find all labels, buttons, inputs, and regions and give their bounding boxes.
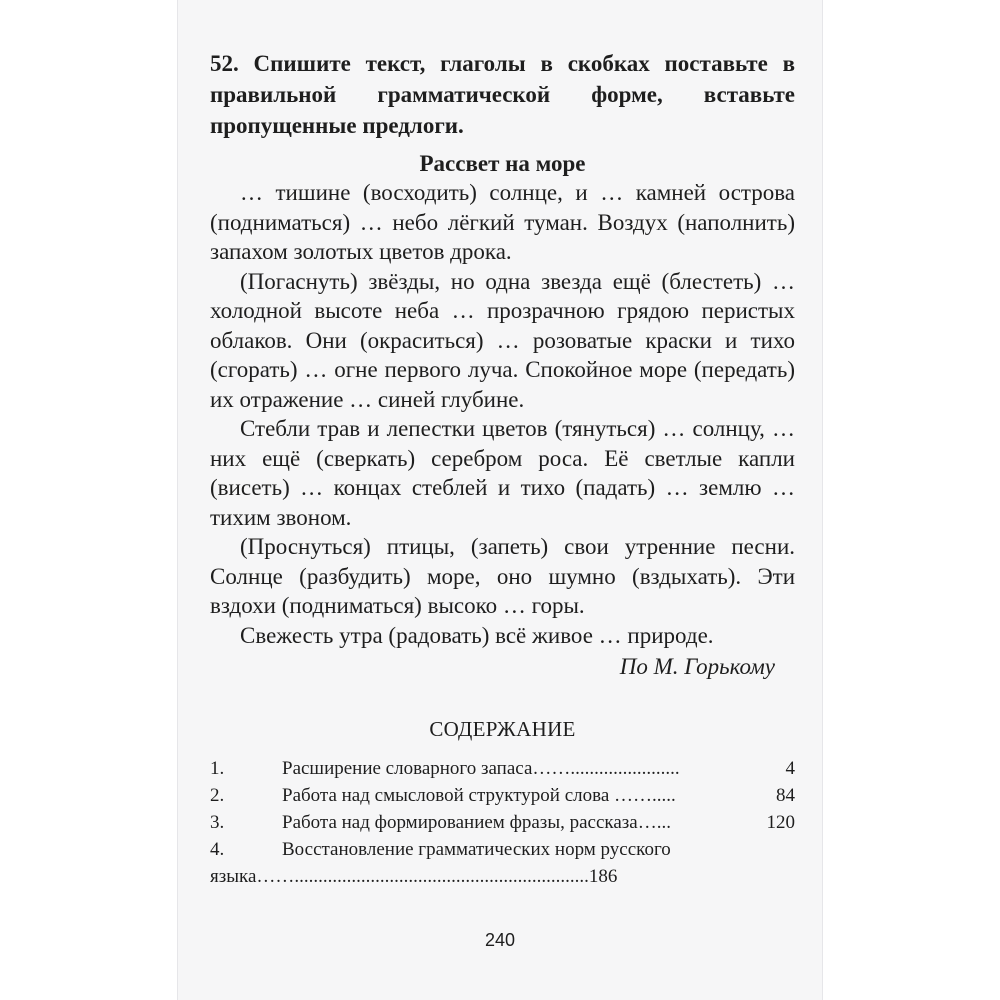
toc-item-2 <box>210 782 795 809</box>
toc-item-number: 1. <box>210 758 225 779</box>
toc-item-title: Расширение словарного запаса……....................... <box>282 758 680 779</box>
toc-item-number: 4. <box>210 839 225 860</box>
toc-item-page: 84 <box>776 785 795 806</box>
story-paragraph-2: (Погаснуть) звёзды, но одна звезда ещё (блестеть) … холодной высоте неба … прозрачною грядою перистых облаков. Они (окраситься) … розоватые краски и тихо (сгорать) … огне первого луча. Спокойное море (передать) их отражение … синей глубине. <box>210 268 795 412</box>
toc-item-3 <box>210 809 795 836</box>
story-paragraph-4: (Проснуться) птицы, (запеть) свои утренние песни. Солнце (разбудить) море, оно шумно (вздыхать). Эти вздохи (подниматься) высоко … горы. <box>210 534 795 618</box>
story-title: Рассвет на море <box>419 151 586 176</box>
toc-item-4-continuation: языка……..............................................................186 <box>210 866 618 887</box>
toc-item-4 <box>210 836 795 863</box>
page-number: 240 <box>484 930 516 950</box>
story-paragraph-1: … тишине (восходить) солнце, и … камней острова (подниматься) … небо лёгкий туман. Воздух (наполнить) запахом золотых цветов дрока. <box>210 180 795 264</box>
story-author: По М. Горькому <box>619 654 775 679</box>
toc-item-title: Работа над смысловой структурой слова ……..... <box>282 785 676 806</box>
page-content <box>210 48 795 890</box>
toc-item-page: 120 <box>766 812 795 833</box>
toc-item-number: 2. <box>210 785 225 806</box>
toc-item-1 <box>210 755 795 782</box>
story-paragraph-5: Свежесть утра (радовать) всё живое … природе. <box>240 622 714 648</box>
toc-item-title: Работа над формированием фразы, рассказа…... <box>282 812 671 833</box>
toc-heading: СОДЕРЖАНИЕ <box>429 717 576 741</box>
exercise-instruction: 52. Спишите текст, глаголы в скобках поставьте в правильной грамматической форме, вставьте пропущенные предлоги. <box>210 51 795 138</box>
toc-item-number: 3. <box>210 812 225 833</box>
toc-item-page: 4 <box>785 758 795 779</box>
toc-item-title: Восстановление грамматических норм русского <box>282 839 671 860</box>
story-paragraph-3: Стебли трав и лепестки цветов (тянуться) … солнцу, … них ещё (сверкать) серебром роса. Её светлые капли (висеть) … концах стеблей и тихо (падать) … землю … тихим звоном. <box>210 416 795 530</box>
table-of-contents <box>210 755 795 863</box>
